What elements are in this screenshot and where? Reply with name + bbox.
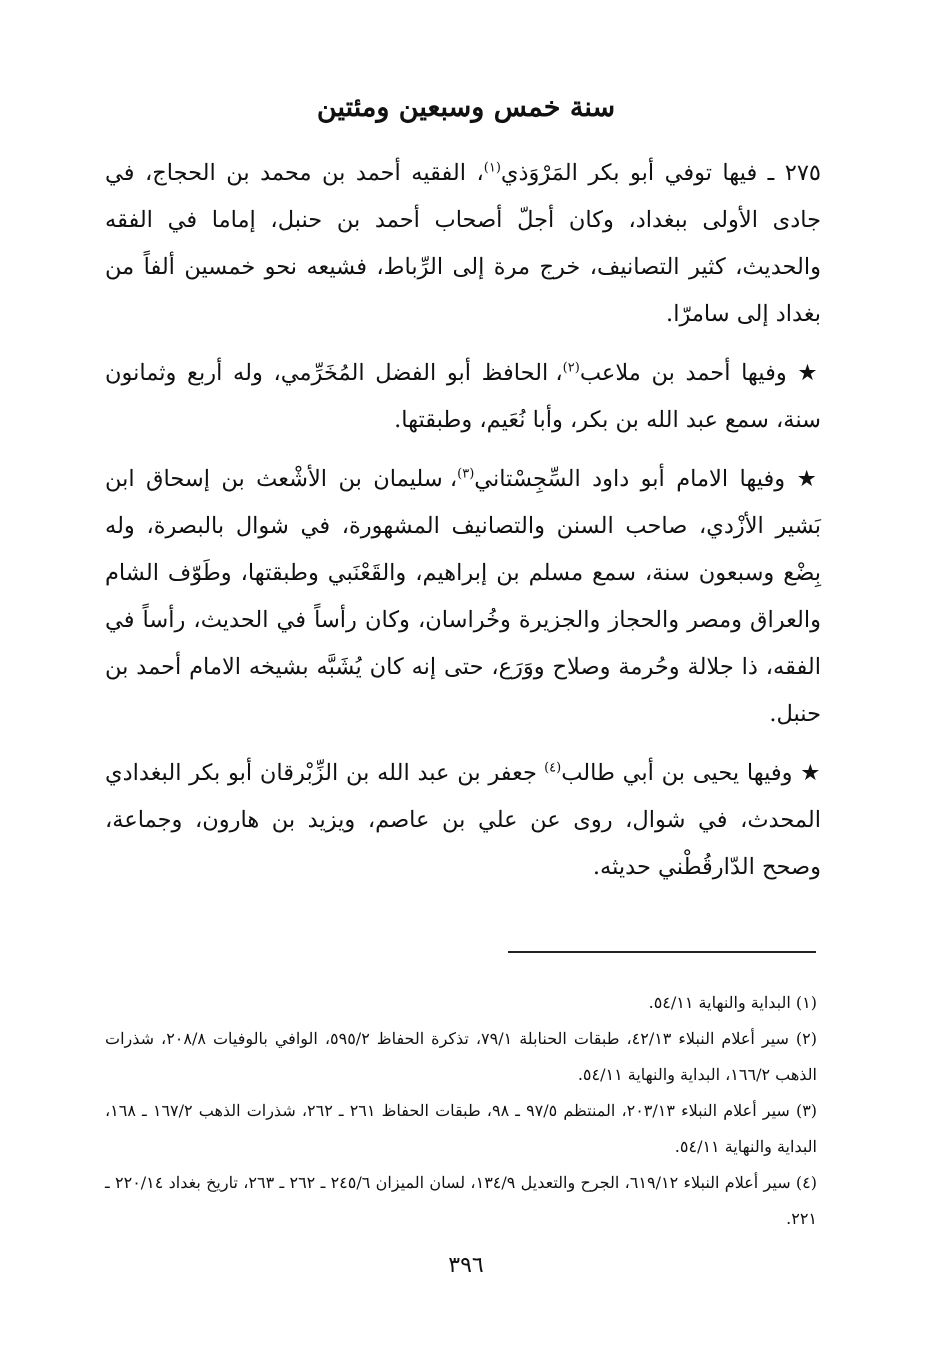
main-text — [105, 150, 821, 903]
footnote: (٢) سير أعلام النبلاء ٤٢/١٣، طبقات الحنابلة ٧٩/١، تذكرة الحفاظ ٥٩٥/٢، الوافي بالوفيات ٢٠٨/٨، شذرات الذهب ١٦٦/٢، البداية والنهاية ٥٤/١١. — [105, 1029, 818, 1084]
footnote-ref: (٤) — [544, 760, 562, 776]
page-number: ٣٩٦ — [448, 1253, 484, 1278]
entry-paragraph — [105, 750, 821, 891]
footnote: (٣) سير أعلام النبلاء ٢٠٣/١٣، المنتظم ٩٧/٥ ـ ٩٨، طبقات الحفاظ ٢٦١ ـ ٢٦٢، شذرات الذهب ١٦٧/٢ ـ ١٦٨، البداية والنهاية ٥٤/١١. — [105, 1101, 818, 1156]
footnote-ref: (٣) — [457, 466, 475, 482]
entry-paragraph — [105, 150, 821, 338]
entry-text-rest: جعفر بن عبد الله بن الزِّبْرقان أبو بكر البغدادي المحدث، في شوال، روى عن علي بن عاصم، ويزيد بن هارون، وجماعة، وصحح الدّارقُطْني حديثه. — [105, 760, 821, 880]
entry-text-start: ★ وفيها الامام أبو داود السِّجِسْتاني — [474, 466, 821, 492]
entry-text-rest: ، الفقيه أحمد بن محمد بن الحجاج، في جادى الأولى ببغداد، وكان أجلّ أصحاب أحمد بن حنبل، إماما في الفقه والحديث، كثير التصانيف، خرج مرة إلى الرِّباط، فشيعه نحو خمسين ألفاً من بغداد إلى سامرّا. — [105, 160, 821, 327]
year-heading: سنة خمس وسبعين ومئتين — [316, 92, 616, 123]
entry-paragraph — [105, 456, 821, 738]
entry-text-start: ★ وفيها أحمد بن ملاعب — [579, 360, 822, 386]
entry-text-rest: ، الحافظ أبو الفضل المُخَرِّمي، وله أربع وثمانون سنة، سمع عبد الله بن بكر، وأبا نُعَيم، وطبقتها. — [105, 360, 821, 433]
entry-text-start: ★ وفيها يحيى بن أبي طالب — [561, 760, 821, 786]
footnote: (٤) سير أعلام النبلاء ٦١٩/١٢، الجرح والتعديل ١٣٤/٩، لسان الميزان ٢٤٥/٦ ـ ٢٦٢ ـ ٢٦٣، تاريخ بغداد ٢٢٠/١٤ ـ ٢٢١. — [105, 1173, 818, 1228]
footnotes — [105, 985, 817, 1237]
footnote: (١) البداية والنهاية ٥٤/١١. — [648, 993, 817, 1012]
entry-paragraph — [105, 350, 821, 444]
footnote-ref: (١) — [483, 160, 501, 176]
footnote-divider — [508, 951, 816, 953]
entry-text-start: ٢٧٥ ـ فيها توفي أبو بكر المَرْوَذي — [500, 160, 822, 186]
footnote-ref: (٢) — [562, 360, 580, 376]
entry-text-rest: ، سليمان بن الأشْعث بن إسحاق ابن بَشير الأزْدي، صاحب السنن والتصانيف المشهورة، في شوال بالبصرة، وله بِضْع وسبعون سنة، سمع مسلم بن إبراهيم، والقَعْنَبي وطبقتها، وطَوّف الشام والعراق ومصر والحجاز والجزيرة وخُراسان، وكان رأساً في الحديث، رأساً في الفقه، ذا جلالة وحُرمة وصلاح ووَرَع، حتى إنه كان يُشَبَّه بشيخه الامام أحمد بن حنبل. — [105, 466, 821, 727]
